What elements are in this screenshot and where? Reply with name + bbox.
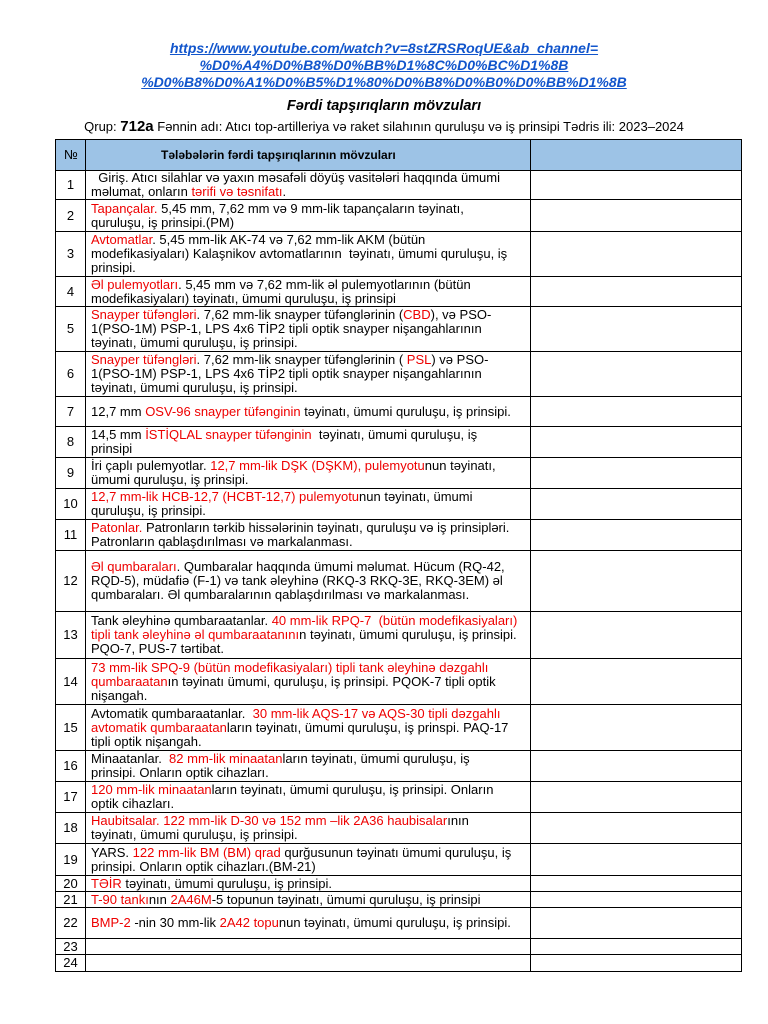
topic-highlight-text: 73 mm-lik SPQ-9 (bütün modefikasiyaları) tipli tank əleyhinə dəzgahlı qumbaraatan	[91, 659, 493, 689]
row-number: 7	[56, 397, 86, 427]
topic-highlight-text: Patonlar.	[91, 520, 143, 535]
row-topic	[86, 612, 531, 659]
table-row	[56, 397, 742, 427]
row-number: 23	[56, 939, 86, 955]
row-number: 4	[56, 277, 86, 307]
table-row	[56, 876, 742, 892]
topic-highlight-text: tərifi və təsnifatı	[191, 184, 283, 199]
row-extra-cell	[531, 955, 742, 972]
link-line-1[interactable]: https://www.youtube.com/watch?v=8stZRSRoqUE&ab_channel=	[169, 40, 599, 56]
row-number: 21	[56, 892, 86, 908]
row-topic	[86, 659, 531, 705]
topic-highlight-text: CBD	[403, 307, 431, 322]
row-extra-cell	[531, 277, 742, 307]
topic-text: İri çaplı pulemyotlar.	[91, 458, 211, 473]
topic-highlight-text: 82 mm-lik minaatan	[169, 751, 283, 766]
row-number: 17	[56, 782, 86, 813]
topic-text: nun təyinatı, ümumi quruluşu, iş prinsipi.	[91, 458, 500, 487]
row-topic	[86, 955, 531, 972]
table-row	[56, 844, 742, 876]
link-line-3[interactable]: %D0%B8%D0%A1%D0%B5%D1%80%D0%B8%D0%B0%D0%BB%D1%8B	[141, 74, 627, 90]
year-value: 2023–2024	[618, 119, 684, 134]
table-row	[56, 277, 742, 307]
table-row	[56, 200, 742, 232]
row-number: 12	[56, 551, 86, 612]
youtube-link[interactable]	[0, 40, 768, 91]
topic-highlight-text: PSL	[406, 352, 432, 367]
row-number: 2	[56, 200, 86, 232]
row-extra-cell	[531, 892, 742, 908]
row-extra-cell	[531, 232, 742, 277]
topic-text: qurğusunun təyinatı ümumi quruluşu, iş prinsipi. Onların optik cihazları.(BM-21)	[91, 844, 515, 874]
topic-text: ) və PSO-1(PSO-1M) PSP-1, LPS 4x6 TİP2 tipli optik snayper nişangahlarının təyinatı, ümumi quruluşu, iş prinsipi.	[91, 352, 489, 395]
table-row	[56, 939, 742, 955]
topic-text: təyinatı, ümumi quruluşu, iş prinsipi.	[121, 875, 332, 891]
row-topic	[86, 892, 531, 908]
table-row	[56, 232, 742, 277]
topic-text: 12,7 mm	[91, 403, 146, 419]
topic-text: nun təyinatı, ümumi quruluşu, iş prinsipi.	[91, 489, 477, 518]
topic-text: 14,5 mm	[91, 427, 146, 442]
row-extra-cell	[531, 200, 742, 232]
row-extra-cell	[531, 352, 742, 397]
topic-highlight-text: OSV-96 snayper tüfənginin	[145, 403, 301, 419]
group-value: 712a	[120, 118, 154, 135]
year-label: Tədris ili:	[563, 119, 616, 134]
row-topic	[86, 908, 531, 939]
row-number: 13	[56, 612, 86, 659]
topic-highlight-text: Haubitsalar. 122 mm-lik D-30 və 152 mm –lik 2A36 haubisalar	[91, 813, 448, 828]
row-topic	[86, 200, 531, 232]
row-extra-cell	[531, 427, 742, 458]
row-extra-cell	[531, 876, 742, 892]
row-topic	[86, 352, 531, 397]
row-topic	[86, 458, 531, 489]
table-row	[56, 520, 742, 551]
topic-text: nın	[148, 891, 171, 907]
topic-highlight-text: Əl qumbaraları	[91, 559, 177, 574]
row-extra-cell	[531, 171, 742, 200]
topic-highlight-text: 40 mm-lik RPQ-7 (bütün modefikasiyaları) tipli tank əleyhinə əl qumbaraatanını	[91, 613, 521, 642]
row-number: 9	[56, 458, 86, 489]
subject-label: Fənnin adı:	[157, 119, 223, 134]
row-topic	[86, 397, 531, 427]
topic-text: ların təyinatı, ümumi quruluşu, iş prinsipi. Onların optik cihazları.	[91, 751, 474, 780]
subject-value: Atıcı top-artilleriya və raket silahının quruluşu və iş prinsipi	[225, 119, 560, 134]
topic-text: ların təyinatı, ümumi quruluşu, iş prinspi. PAQ-17 tipli optik nişangah.	[91, 719, 513, 749]
table-row	[56, 458, 742, 489]
topic-text: YARS.	[91, 844, 133, 860]
row-extra-cell	[531, 307, 742, 352]
topic-highlight-text: 122 mm-lik BM (BM) qrad	[132, 844, 281, 860]
table-row	[56, 427, 742, 458]
table-row	[56, 307, 742, 352]
row-number: 22	[56, 908, 86, 939]
topic-text: ının təyinatı, ümumi quruluşu, iş prinsipi.	[91, 813, 473, 842]
row-number: 16	[56, 751, 86, 782]
topic-highlight-text: Snayper tüfəngləri	[91, 307, 197, 322]
topic-text: . 7,62 mm-lik snayper tüfənglərinin (	[196, 307, 404, 322]
topic-text: .	[282, 184, 287, 199]
row-topic	[86, 277, 531, 307]
row-topic	[86, 705, 531, 751]
row-extra-cell	[531, 458, 742, 489]
column-header-number: №	[56, 140, 86, 171]
topic-text: -nin 30 mm-lik	[130, 915, 220, 930]
topic-text: ), və PSO-1(PSO-1M) PSP-1, LPS 4x6 TİP2 tipli optik snayper nişangahlarının təyinatı, ümumi quruluşu, iş prinsipi.	[91, 307, 492, 350]
table-row	[56, 489, 742, 520]
topic-text: ların təyinatı, ümumi quruluşu, iş prinsipi. Onların optik cihazları.	[91, 782, 498, 811]
topic-highlight-text: TƏİR	[91, 875, 122, 891]
table-row	[56, 908, 742, 939]
row-extra-cell	[531, 844, 742, 876]
document-title: Fərdi tapşırıqların mövzuları	[286, 98, 482, 114]
row-topic	[86, 782, 531, 813]
topic-text: Giriş. Atıcı silahlar və yaxın məsafəli döyüş vasitələri haqqında ümumi məlumat, onların	[91, 170, 504, 199]
row-topic	[86, 551, 531, 612]
row-extra-cell	[531, 751, 742, 782]
row-number: 24	[56, 955, 86, 972]
topic-text: Minaatanlar.	[91, 751, 170, 766]
topic-text: ın təyinatı ümumi, quruluşu, iş prinsipi. PQOK-7 tipli optik nişangah.	[91, 673, 500, 703]
table-body	[56, 171, 742, 972]
row-topic	[86, 939, 531, 955]
topic-highlight-text: Snayper tüfəngləri	[91, 352, 197, 367]
row-topic	[86, 520, 531, 551]
topic-highlight-text: 2A42 topu	[219, 915, 279, 930]
row-number: 11	[56, 520, 86, 551]
course-meta	[0, 117, 768, 137]
row-extra-cell	[531, 397, 742, 427]
row-number: 14	[56, 659, 86, 705]
table-row	[56, 171, 742, 200]
table-row	[56, 782, 742, 813]
row-topic	[86, 751, 531, 782]
topic-highlight-text: 120 mm-lik minaatan	[91, 782, 212, 797]
row-extra-cell	[531, 489, 742, 520]
topic-text: nun təyinatı, ümumi quruluşu, iş prinsipi.	[278, 915, 511, 930]
row-number: 20	[56, 876, 86, 892]
row-topic	[86, 171, 531, 200]
topic-text: Tank əleyhinə qumbaraatanlar.	[91, 613, 272, 628]
topic-text: -5 topunun təyinatı, ümumi quruluşu, iş prinsipi	[211, 891, 481, 907]
topic-highlight-text: Əl pulemyotları	[91, 276, 179, 292]
group-label: Qrup:	[84, 119, 117, 134]
topic-text: Avtomatik qumbaraatanlar.	[91, 705, 253, 721]
topic-highlight-text: Avtomatlar	[91, 232, 153, 247]
row-topic	[86, 427, 531, 458]
topic-highlight-text: T-90 tankı	[91, 891, 149, 907]
table-row	[56, 955, 742, 972]
topic-highlight-text: 30 mm-lik AQS-17 və AQS-30 tipli dəzgahlı avtomatik qumbaraatan	[91, 705, 505, 735]
row-extra-cell	[531, 520, 742, 551]
row-extra-cell	[531, 551, 742, 612]
row-extra-cell	[531, 813, 742, 844]
table-row	[56, 705, 742, 751]
topic-highlight-text: İSTİQLAL snayper tüfənginin	[145, 427, 312, 442]
table-row	[56, 551, 742, 612]
table-row	[56, 813, 742, 844]
row-extra-cell	[531, 612, 742, 659]
table-header-row	[56, 140, 742, 171]
topic-text: təyinatı, ümumi quruluşu, iş prinsipi	[91, 427, 481, 456]
table-row	[56, 659, 742, 705]
row-number: 19	[56, 844, 86, 876]
row-extra-cell	[531, 659, 742, 705]
row-extra-cell	[531, 705, 742, 751]
row-number: 8	[56, 427, 86, 458]
row-number: 3	[56, 232, 86, 277]
row-number: 10	[56, 489, 86, 520]
topic-highlight-text: Tapançalar.	[91, 200, 158, 216]
row-extra-cell	[531, 782, 742, 813]
topic-text: . 7,62 mm-lik snayper tüfənglərinin (	[196, 352, 407, 367]
row-topic	[86, 813, 531, 844]
column-header-topic: Tələbələrin fərdi tapşırıqlarının mövzuları	[86, 140, 531, 171]
topics-table	[55, 139, 742, 972]
topic-text: . 5,45 mm və 7,62 mm-lik əl pulemyotlarının (bütün modefikasiyaları) təyinatı, ümumi quruluşu, iş prinsipi	[91, 276, 475, 306]
column-header-extra	[531, 140, 742, 171]
topic-text: . Qumbaralar haqqında ümumi məlumat. Hücum (RQ-42, RQD-5), müdafiə (F-1) və tank əleyhinə (RKQ-3 RKQ-3E, RKQ-3EM) əl qumbaraları. Əl qumbaralarının qablaşdırılması və markalanması.	[91, 559, 509, 602]
row-topic	[86, 489, 531, 520]
table-row	[56, 751, 742, 782]
row-number: 6	[56, 352, 86, 397]
row-extra-cell	[531, 939, 742, 955]
topic-text: . 5,45 mm-lik AK-74 və 7,62 mm-lik AKM (bütün modefikasiyaları) Kalaşnikov avtomatlarının təyinatı, ümumi quruluşu, iş prinsipi.	[91, 232, 511, 275]
topic-highlight-text: BMP-2	[91, 915, 131, 930]
table-row	[56, 352, 742, 397]
row-topic	[86, 844, 531, 876]
topic-highlight-text: 2A46M	[170, 891, 212, 907]
topic-highlight-text: 12,7 mm-lik DŞK (DŞKM), pulemyotu	[210, 458, 425, 473]
topic-text: Patronların tərkib hissələrinin təyinatı, quruluşu və iş prinsipləri. Patronların qablaşdırılması və markalanması.	[91, 520, 514, 549]
row-extra-cell	[531, 908, 742, 939]
row-number: 1	[56, 171, 86, 200]
row-number: 15	[56, 705, 86, 751]
row-number: 5	[56, 307, 86, 352]
table-row	[56, 612, 742, 659]
row-topic	[86, 307, 531, 352]
row-topic	[86, 232, 531, 277]
row-number: 18	[56, 813, 86, 844]
topic-text: n təyinatı, ümumi quruluşu, iş prinsipi. PQO-7, PUS-7 tərtibat.	[91, 627, 521, 656]
topic-highlight-text: 12,7 mm-lik HCB-12,7 (HCBT-12,7) pulemyotu	[91, 489, 360, 504]
table-row	[56, 892, 742, 908]
link-line-2[interactable]: %D0%A4%D0%B8%D0%BB%D1%8C%D0%BC%D1%8B	[199, 57, 569, 73]
row-topic	[86, 876, 531, 892]
topic-text: təyinatı, ümumi quruluşu, iş prinsipi.	[300, 403, 511, 419]
topic-text: 5,45 mm, 7,62 mm və 9 mm-lik tapançaların təyinatı, quruluşu, iş prinsipi.(PM)	[91, 200, 468, 230]
